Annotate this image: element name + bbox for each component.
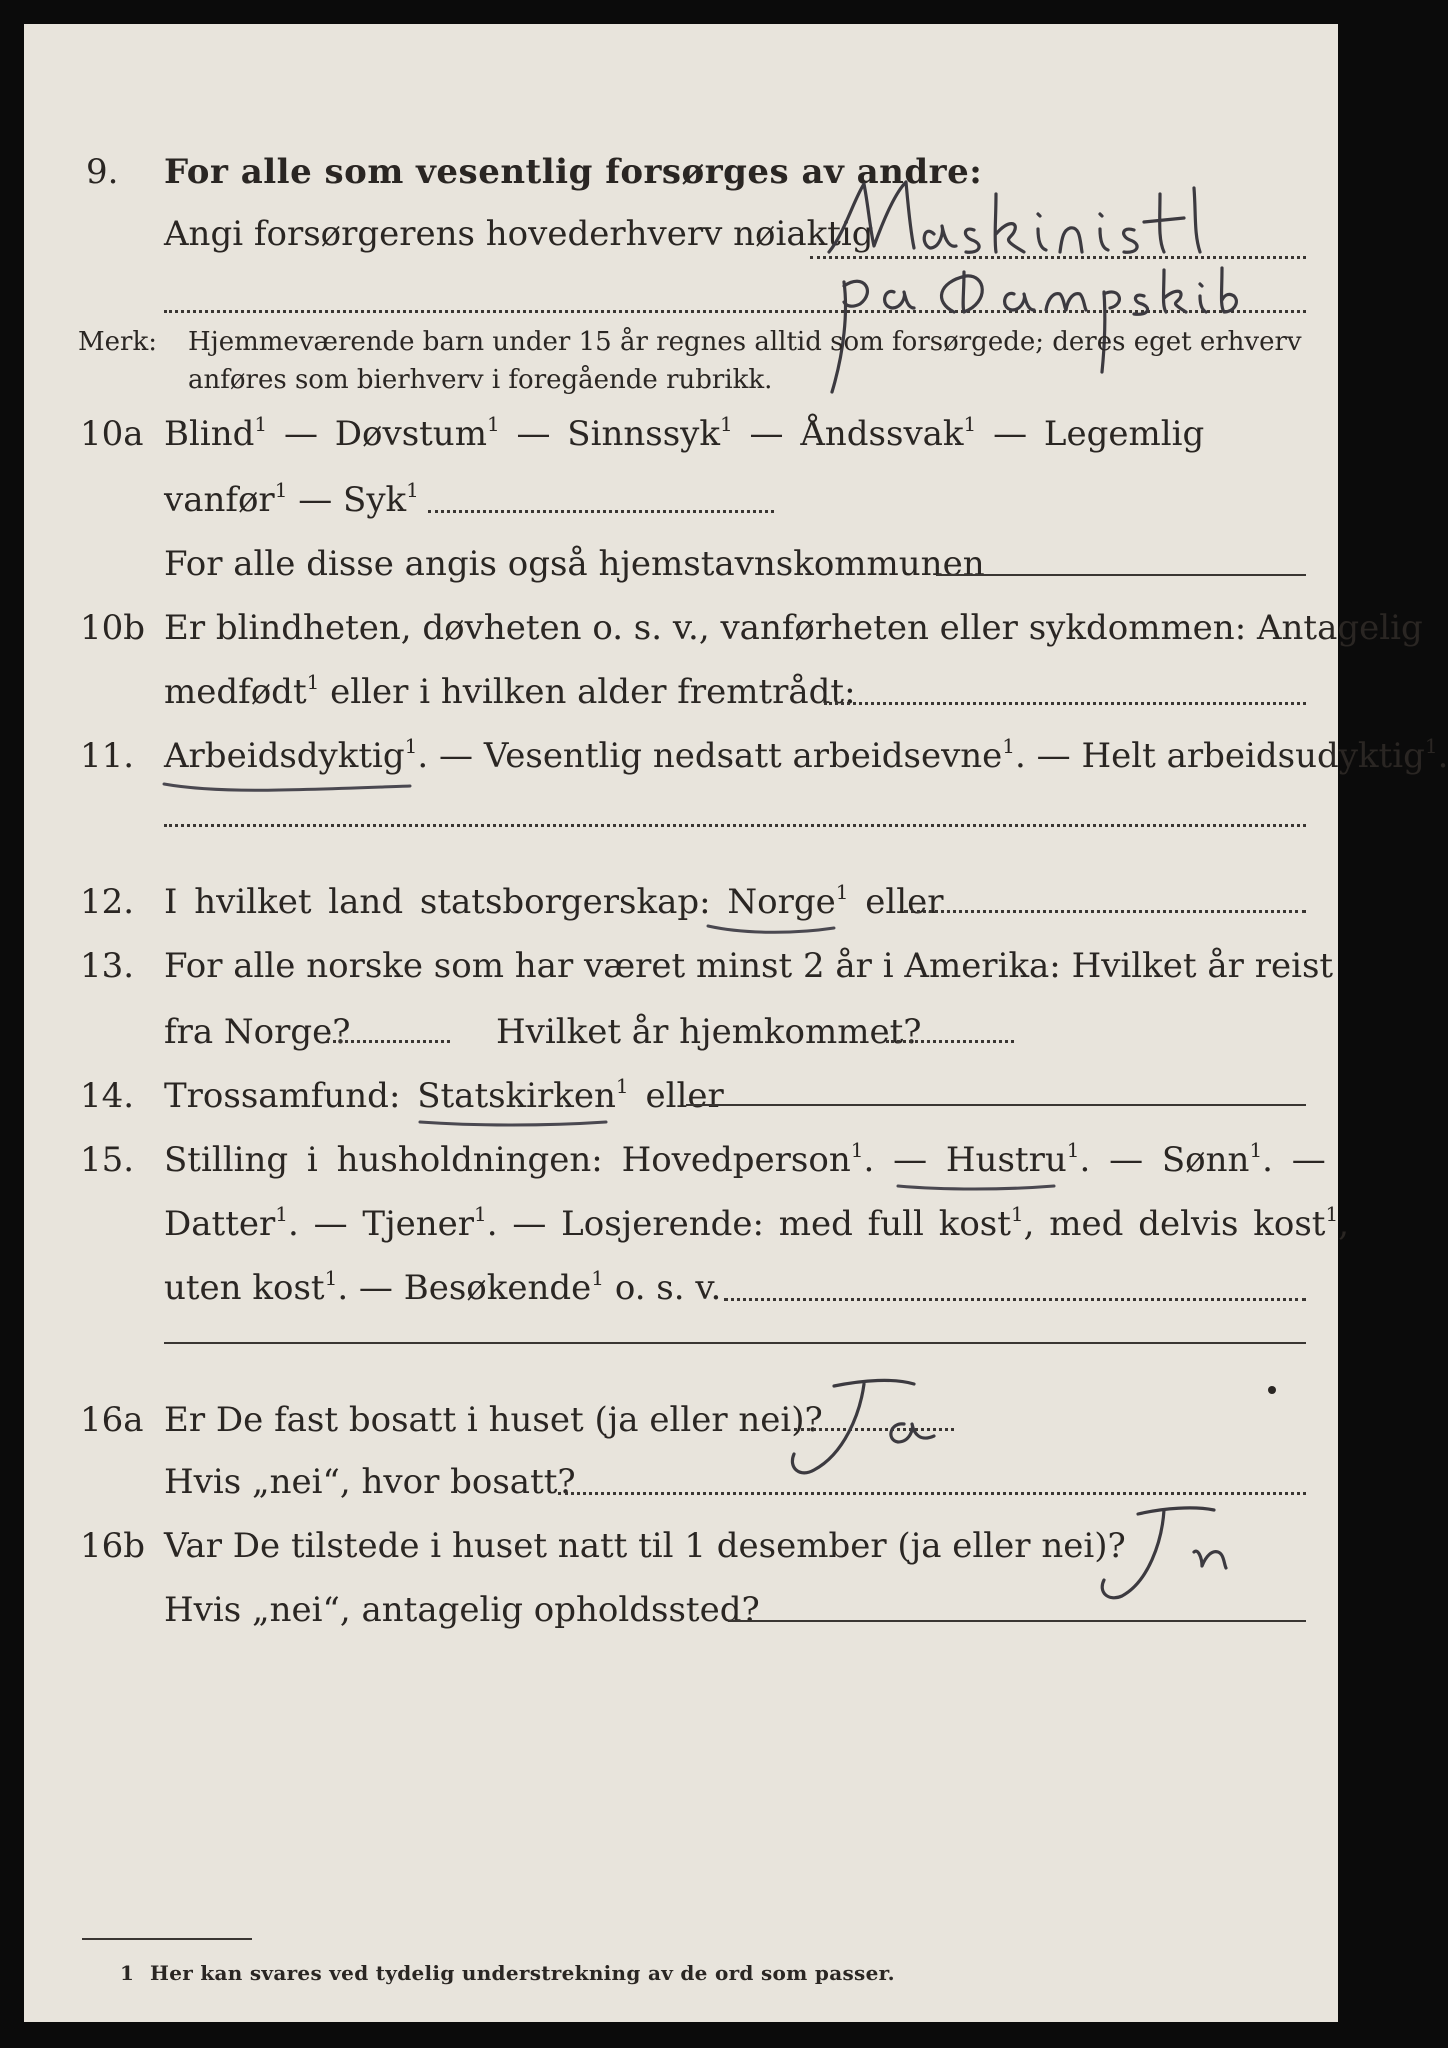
q16a-answer-handwriting (764, 1374, 964, 1484)
merk-line-2: anføres som bierhverv i foregående rubrikk. (188, 365, 773, 395)
footnote-rule (82, 1938, 252, 1940)
q10b-line-1: Er blindheten, døvheten o. s. v., vanførheten eller sykdommen: Antagelig (164, 608, 1423, 648)
q14-line: Trossamfund: Statskirken$^1$ eller (164, 1074, 724, 1116)
q16b-number: 16b (80, 1526, 146, 1566)
q9-answer-handwriting-maskinist (824, 174, 1314, 264)
q15-number: 15. (80, 1140, 135, 1180)
q13-line-1: For alle norske som har været minst 2 år i Amerika: Hvilket år reist (164, 946, 1334, 986)
q10a-line-1: Blind$^1$ — Døvstum$^1$ — Sinnssyk$^1$ — Åndssvak$^1$ — Legemlig (164, 412, 1205, 454)
q10b-answer-line (824, 702, 1306, 705)
q9-title: For alle som vesentlig forsørges av andre: (164, 152, 983, 192)
q10b-number: 10b (80, 608, 146, 648)
q14-number: 14. (80, 1076, 135, 1116)
q15-line-2: Datter$^1$. — Tjener$^1$. — Losjerende: med full kost$^1$, med delvis kost$^1$, (164, 1202, 1350, 1244)
q16a-line-1: Er De fast bosatt i huset (ja eller nei)? (164, 1400, 823, 1440)
q12-line: I hvilket land statsborgerskap: Norge$^1$ eller (164, 880, 944, 922)
ink-dot (1268, 1386, 1276, 1394)
q15-extra-line (164, 1342, 1306, 1344)
q13-line-2a: fra Norge? (164, 1012, 351, 1052)
q15-answer-line (724, 1298, 1306, 1301)
q9-number: 9. (86, 152, 119, 192)
q10a-hjemstavn-line (936, 574, 1306, 576)
q13-reist-line (326, 1040, 450, 1043)
q10a-syk-line (428, 510, 774, 513)
q11-answer-line (164, 824, 1306, 827)
q10a-number: 10a (80, 414, 144, 454)
q14-answer-line (686, 1104, 1306, 1106)
q13-hjemkommet-line (886, 1040, 1014, 1043)
q11-line: Arbeidsdyktig$^1$. — Vesentlig nedsatt arbeidsevne$^1$. — Helt arbeidsudyktig$^1$. (164, 734, 1448, 776)
merk-label: Merk: (78, 327, 157, 357)
q16b-answer-handwriting (1084, 1502, 1284, 1612)
census-form-page (24, 24, 1448, 2022)
q16a-bosatt-line (558, 1492, 1306, 1495)
q12-number: 12. (80, 882, 135, 922)
q11-number: 11. (80, 736, 135, 776)
q13-number: 13. (80, 946, 135, 986)
q15-line-1: Stilling i husholdningen: Hovedperson$^1$. — Hustru$^1$. — Sønn$^1$. — (164, 1138, 1326, 1180)
footnote-text: Her kan svares ved tydelig understrekning av de ord som passer. (150, 1961, 895, 1985)
q16a-number: 16a (80, 1400, 144, 1440)
q12-underline-norge (704, 920, 844, 940)
q16b-line-2: Hvis „nei“, antagelig opholdssted? (164, 1590, 760, 1630)
q14-underline-statskirken (416, 1114, 616, 1134)
q16b-opholdssted-line (728, 1620, 1306, 1622)
q13-line-2b: Hvilket år hjemkommet? (496, 1012, 922, 1052)
q16b-line-1: Var De tilstede i huset natt til 1 desember (ja eller nei)? (164, 1526, 1126, 1566)
merk-line-1: Hjemmeværende barn under 15 år regnes alltid som forsørgede; deres eget erhverv (188, 327, 1302, 357)
q15-line-3: uten kost$^1$. — Besøkende$^1$ o. s. v. (164, 1266, 722, 1308)
q10a-line-3: For alle disse angis også hjemstavnskommunen (164, 544, 985, 584)
q11-underline-arbeidsdyktig (160, 772, 420, 796)
q9-prompt: Angi forsørgerens hovederhverv nøiaktig (164, 214, 874, 254)
footnote-marker: 1 (120, 1961, 134, 1985)
q10a-line-2: vanfør$^1$ — Syk$^1$ (164, 478, 419, 520)
q12-answer-line (904, 910, 1306, 913)
q16a-line-2: Hvis „nei“, hvor bosatt? (164, 1462, 576, 1502)
q10b-line-2: medfødt$^1$ eller i hvilken alder fremtrådt: (164, 670, 856, 712)
q15-underline-hustru (894, 1178, 1064, 1198)
